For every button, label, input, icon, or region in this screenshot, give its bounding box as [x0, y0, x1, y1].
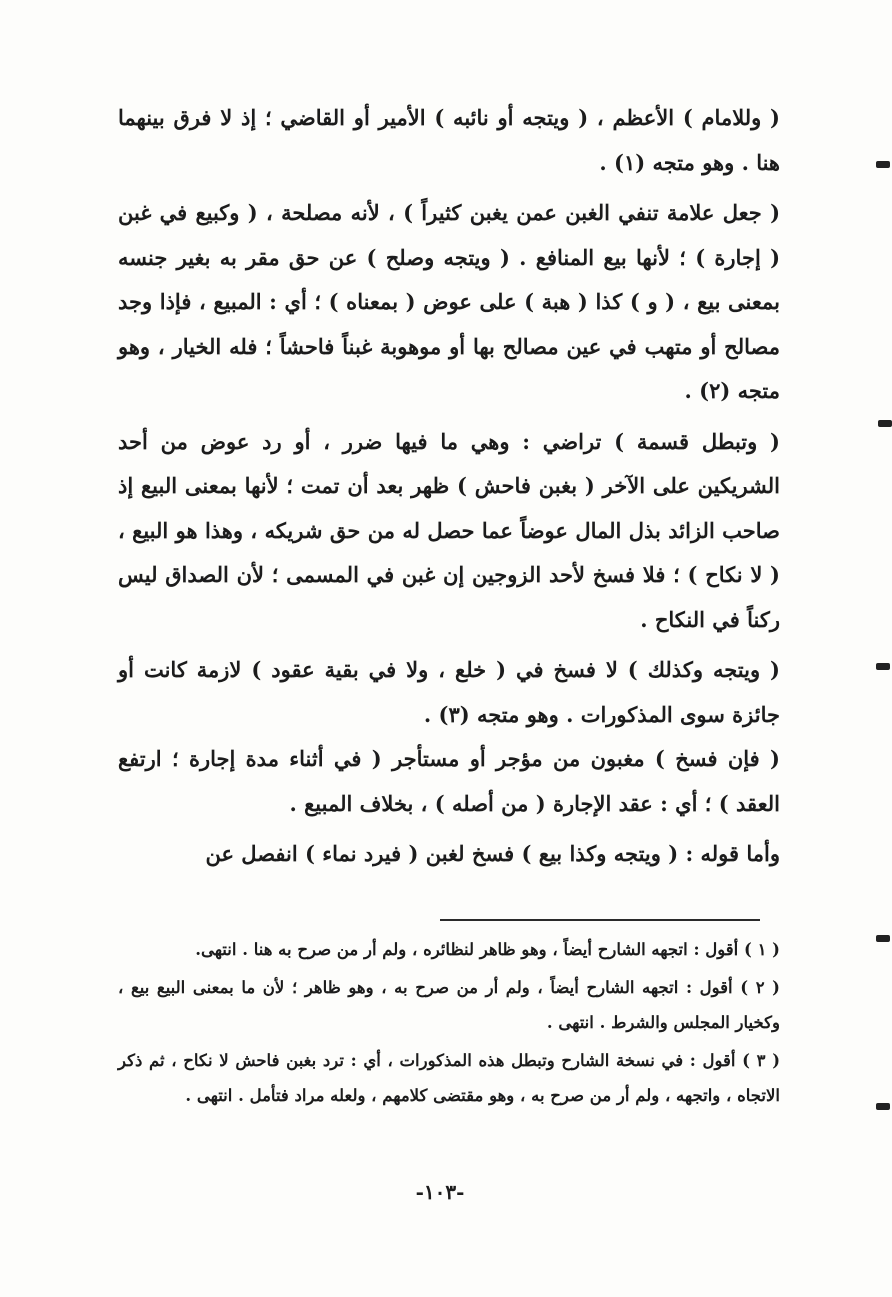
- scan-edge-mark: [876, 1103, 890, 1110]
- footnote-divider: [440, 919, 760, 921]
- footnote-3: ( ٣ ) أقول : في نسخة الشارح وتبطل هذه المذكورات ، أي : ترد بغبن فاحش لا نكاح ، ثم ذكر الاتجاه ، واتجهه ، ولم أر من صرح به ، وهو مقتضى كلامهم ، ولعله مراد فتأمل . انتهى .: [118, 1051, 781, 1105]
- scan-edge-mark: [876, 935, 890, 942]
- main-text: [118, 96, 780, 877]
- paragraph-1: ( وللامام ) الأعظم ، ( ويتجه أو نائبه ) الأمير أو القاضي ؛ إذ لا فرق بينهما هنا . وهو متجه (١) .: [118, 105, 780, 175]
- scan-edge-mark: [876, 663, 890, 670]
- footnote-2: ( ٢ ) أقول : اتجهه الشارح أيضاً ، ولم أر من صرح به ، وهو ظاهر ؛ لأن ما بمعنى البيع بيع ، وكخيار المجلس والشرط . انتهى .: [118, 978, 780, 1032]
- footnotes: [118, 932, 780, 1113]
- scan-edge-mark: [876, 161, 890, 168]
- footnote-1: ( ١ ) أقول : اتجهه الشارح أيضاً ، وهو ظاهر لنظائره ، ولم أر من صرح به هنا . انتهى.: [195, 940, 780, 959]
- scan-edge-mark: [878, 420, 892, 427]
- paragraph-2: ( جعل علامة تنفي الغبن عمن يغبن كثيراً ) ، لأنه مصلحة ، ( وكبيع في غبن ( إجارة ) ؛ لأنها بيع المنافع . ( ويتجه وصلح ) عن حق مقر به بغير جنسه بمعنى بيع ، ( و ) كذا ( هبة ) على عوض ( بمعناه ) ؛ أي : المبيع ، فإذا وجد مصالح أو متهب في عين مصالح بها أو موهوبة غبناً فاحشاً ؛ فله الخيار ، وهو متجه (٢) .: [118, 200, 781, 403]
- paragraph-6: وأما قوله : ( ويتجه وكذا بيع ) فسخ لغبن ( فيرد نماء ) انفصل عن: [205, 841, 780, 866]
- paragraph-3: ( وتبطل قسمة ) تراضي : وهي ما فيها ضرر ، أو رد عوض من أحد الشريكين على الآخر ( بغبن فاحش ) ظهر بعد أن تمت ؛ لأنها بمعنى البيع إذ صاحب الزائد بذل المال عوضاً عما حصل له من حق شريكه ، وهذا هو البيع ، ( لا نكاح ) ؛ فلا فسخ لأحد الزوجين إن غبن في المسمى ؛ لأن الصداق ليس ركناً في النكاح .: [118, 428, 780, 632]
- paragraph-4: ( ويتجه وكذلك ) لا فسخ في ( خلع ، ولا في بقية عقود ) لازمة كانت أو جائزة سوى المذكورات . وهو متجه (٣) .: [118, 657, 780, 727]
- paragraph-5: ( فإن فسخ ) مغبون من مؤجر أو مستأجر ( في أثناء مدة إجارة ؛ ارتفع العقد ) ؛ أي : عقد الإجارة ( من أصله ) ، بخلاف المبيع .: [118, 746, 780, 816]
- page-number: -١٠٣-: [415, 1180, 465, 1204]
